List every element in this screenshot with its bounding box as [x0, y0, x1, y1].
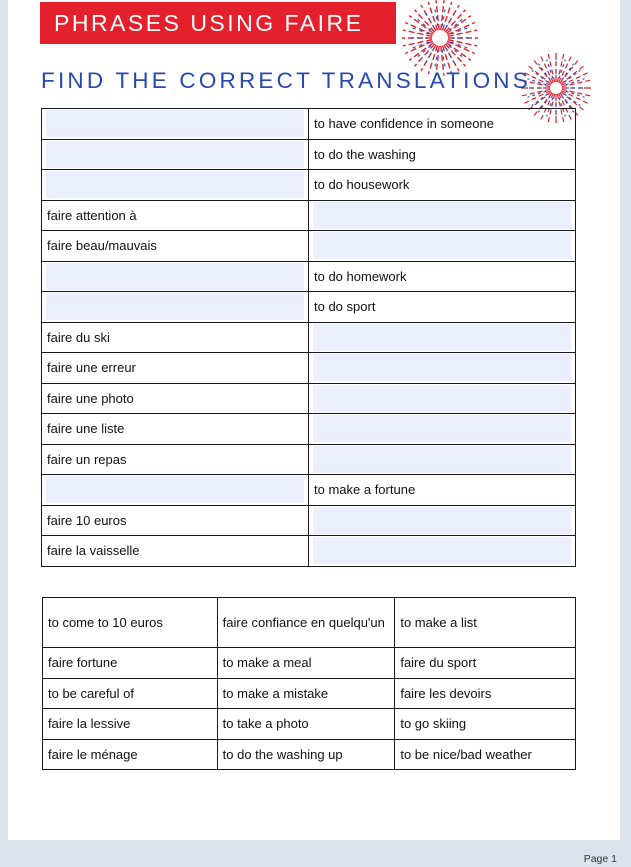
french-cell: faire une photo: [42, 383, 309, 414]
table-row: [42, 505, 576, 536]
word-bank-cell: faire confiance en quelqu'un: [217, 598, 395, 648]
english-answer-blank[interactable]: [309, 322, 576, 353]
word-bank-cell: to take a photo: [217, 709, 395, 740]
french-cell: faire une erreur: [42, 353, 309, 384]
page-heading: FIND THE CORRECT TRANSLATIONS: [41, 68, 531, 93]
answer-fill[interactable]: [313, 354, 571, 381]
table-row: [43, 678, 576, 709]
english-answer-blank[interactable]: [309, 383, 576, 414]
worksheet-page: [8, 0, 620, 840]
title-banner: PHRASES USING FAIRE: [40, 2, 396, 44]
english-cell: to have confidence in someone: [309, 109, 576, 140]
french-answer-blank[interactable]: [42, 139, 309, 170]
french-cell: faire attention à: [42, 200, 309, 231]
english-cell: to do homework: [309, 261, 576, 292]
table-row: [42, 475, 576, 506]
french-cell: faire 10 euros: [42, 505, 309, 536]
translation-table: [41, 108, 576, 567]
word-bank-cell: faire la lessive: [43, 709, 218, 740]
english-answer-blank[interactable]: [309, 353, 576, 384]
table-row: [42, 109, 576, 140]
french-answer-blank[interactable]: [42, 170, 309, 201]
word-bank-cell: to make a mistake: [217, 678, 395, 709]
answer-fill[interactable]: [313, 385, 571, 412]
word-bank-cell: to go skiing: [395, 709, 576, 740]
table-row: [42, 444, 576, 475]
word-bank-cell: to make a list: [395, 598, 576, 648]
word-bank-cell: faire les devoirs: [395, 678, 576, 709]
french-cell: faire un repas: [42, 444, 309, 475]
english-cell: to do housework: [309, 170, 576, 201]
english-answer-blank[interactable]: [309, 505, 576, 536]
answer-fill[interactable]: [46, 293, 304, 320]
french-answer-blank[interactable]: [42, 292, 309, 323]
answer-fill[interactable]: [313, 232, 571, 259]
answer-fill[interactable]: [313, 446, 571, 473]
answer-fill[interactable]: [46, 110, 304, 137]
table-row: [42, 231, 576, 262]
answer-fill[interactable]: [46, 171, 304, 198]
word-bank-cell: to make a meal: [217, 648, 395, 679]
french-cell: faire la vaisselle: [42, 536, 309, 567]
french-cell: faire une liste: [42, 414, 309, 445]
table-row: [42, 414, 576, 445]
table-row: [42, 536, 576, 567]
table-row: [42, 139, 576, 170]
french-cell: faire du ski: [42, 322, 309, 353]
answer-fill[interactable]: [46, 141, 304, 168]
french-answer-blank[interactable]: [42, 475, 309, 506]
table-row: [43, 648, 576, 679]
answer-fill[interactable]: [46, 476, 304, 503]
table-row: [43, 739, 576, 770]
word-bank-cell: to come to 10 euros: [43, 598, 218, 648]
word-bank-cell: to be nice/bad weather: [395, 739, 576, 770]
answer-fill[interactable]: [313, 507, 571, 534]
word-bank-cell: to do the washing up: [217, 739, 395, 770]
table-row: [42, 170, 576, 201]
english-answer-blank[interactable]: [309, 414, 576, 445]
answer-fill[interactable]: [313, 202, 571, 229]
table-row: [42, 200, 576, 231]
english-cell: to do the washing: [309, 139, 576, 170]
table-row: [43, 709, 576, 740]
english-answer-blank[interactable]: [309, 444, 576, 475]
french-answer-blank[interactable]: [42, 261, 309, 292]
table-row: [42, 322, 576, 353]
table-row: [42, 383, 576, 414]
answer-fill[interactable]: [313, 324, 571, 351]
page-number: Page 1: [583, 853, 617, 865]
french-cell: faire beau/mauvais: [42, 231, 309, 262]
french-answer-blank[interactable]: [42, 109, 309, 140]
word-bank-table: [42, 597, 576, 770]
firework-blue-icon: [410, 8, 470, 67]
table-row: [42, 353, 576, 384]
word-bank-cell: faire le ménage: [43, 739, 218, 770]
word-bank-cell: faire fortune: [43, 648, 218, 679]
answer-fill[interactable]: [46, 263, 304, 290]
english-answer-blank[interactable]: [309, 200, 576, 231]
table-row: [43, 598, 576, 648]
word-bank-cell: faire du sport: [395, 648, 576, 679]
english-cell: to make a fortune: [309, 475, 576, 506]
table-row: [42, 292, 576, 323]
answer-fill[interactable]: [313, 537, 571, 564]
english-cell: to do sport: [309, 292, 576, 323]
word-bank-cell: to be careful of: [43, 678, 218, 709]
english-answer-blank[interactable]: [309, 536, 576, 567]
table-row: [42, 261, 576, 292]
answer-fill[interactable]: [313, 415, 571, 442]
english-answer-blank[interactable]: [309, 231, 576, 262]
